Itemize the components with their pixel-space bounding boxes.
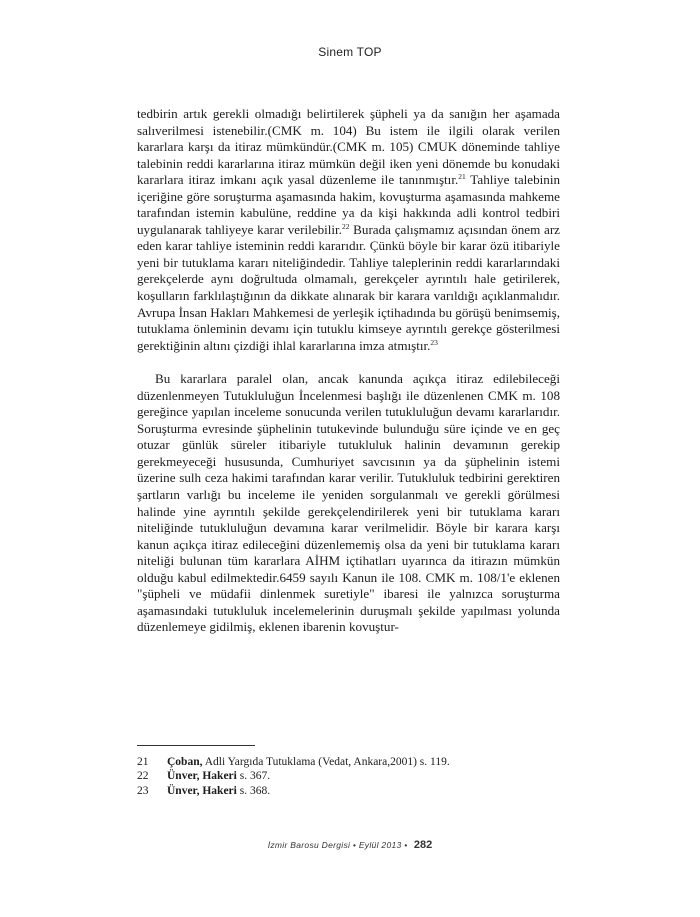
footnote-text: s. 367. bbox=[236, 770, 271, 783]
text-run: Burada çalışmamız açısından önem arz eden karar tahliye isteminin reddi kararıdır. Çünkü böyle bir karar özü itibariyle yeni bir tutuklama kararı niteliğindedir. Tahliye taleplerinin reddi kararlarındaki gerekçelerde aynı doğrultuda olmamalı, gerekçeler ayrıntılı hale getirilerek, koşulların farklılaştığının da dikkate alınarak bir karara varıldığı açıklanmalıdır. Avrupa İnsan Hakları Mahkemesi de yerleşik içtihadında bu görüşü benimsemiş, tutuklama önleminin devamı için tutuklu kimseye ayrıntılı gerekçe gösterilmesi gerektiğinin altını çizdiği ihlal kararlarına imza atmıştır. bbox=[137, 221, 561, 353]
footnote-author: Çoban, bbox=[167, 756, 203, 768]
footnote-text: Adli Yargıda Tutuklama (Vedat, Ankara,2001) s. 119. bbox=[202, 756, 450, 768]
footnote-22 bbox=[137, 769, 560, 783]
text-run: Tahliye talebinin içeriğine göre soruşturma aşamasında hakim, kovuşturma aşamasında mahkeme tarafından istemin kabulüne, reddine ya da kişi hakkında adli kontrol tedbiri uygulanarak tahliyeye karar verilebilir. bbox=[137, 172, 561, 237]
footnote-author: Ünver, Hakeri bbox=[167, 770, 237, 783]
footnotes bbox=[137, 755, 560, 798]
footnote-author: Ünver, Hakeri bbox=[167, 784, 237, 797]
footnote-number: 21 bbox=[137, 756, 149, 768]
journal-name: İzmir Barosu Dergisi • Eylül 2013 • bbox=[267, 840, 408, 850]
text-run: tedbirin artık gerekli olmadığı belirtilerek şüpheli ya da sanığın her aşamada salıverilmesi istenebilir.(CMK m. 104) Bu istem ile ilgili olarak verilen kararlara karşı da itiraz mümkündür.(CMK m. 105) CMUK döneminde tahliye talebinin reddi kararlarına itiraz mümkün değil iken yeni dönemde bu konudaki kararlara itiraz imkanı açık yasal düzenleme ile tanınmıştır. bbox=[137, 106, 560, 188]
footnote-body bbox=[167, 769, 270, 783]
footnote-ref-23[interactable]: 23 bbox=[430, 337, 438, 347]
footnote-number: 23 bbox=[137, 784, 149, 797]
page-number: 282 bbox=[413, 839, 433, 851]
page-footer bbox=[0, 835, 700, 853]
paragraph-1 bbox=[137, 106, 560, 354]
body-text bbox=[137, 106, 560, 636]
footnote-text: s. 368. bbox=[236, 784, 271, 797]
footnote-23 bbox=[137, 784, 560, 798]
footnote-body bbox=[167, 784, 270, 798]
running-head: Sinem TOP bbox=[318, 45, 382, 59]
footnote-ref-22[interactable]: 22 bbox=[341, 221, 350, 231]
footnote-number: 22 bbox=[137, 770, 149, 783]
footnote-21 bbox=[137, 755, 560, 769]
footnote-ref-21[interactable]: 21 bbox=[458, 172, 466, 182]
footnote-separator bbox=[137, 745, 255, 746]
paragraph-2: Bu kararlara paralel olan, ancak kanunda açıkça itiraz edilebileceği düzenlenmeyen Tutukluluğun İncelenmesi başlığı ile düzenlenen CMK m. 108 gereğince yapılan inceleme sonucunda verilen tutukluluğun devamı kararlarıdır. Soruşturma evresinde şüphelinin tutukevinde bulunduğu süre içinde ve en geç otuzar günlük süreler itibariyle tutukluluk halinin devamının gerekip gerekmeyeceği hususunda, Cumhuriyet savcısının ya da şüphelinin istemi üzerine sulh ceza hakimi tarafından karar verilir. Tutukluluk tedbirini gerektiren şartların varlığı bu inceleme ile yeniden sorgulanmalı ve gerekli görülmesi halinde yine ayrıntılı şekilde gerekçelendirilerek yeni bir tutuklama kararı niteliğinde tutukluluğun devamına karar verilmelidir. Böyle bir karara karşı kanun açıkça itiraz edileceğini düzenlememiş olsa da yeni bir tutuklama kararı niteliği bulunan tüm kararlara AİHM içtihatları uyarınca da itirazın mümkün olduğu kabul edilmektedir.6459 sayılı Kanun ile 108. CMK m. 108/1'e eklenen "şüpheli ve müdafii dinlenmek suretiyle" ibaresi ile yalnızca soruşturma aşamasındaki tutukluluk incelemelerinin duruşmalı şekilde yapılması yolunda düzenlemeye gidilmiş, eklenen ibarenin kovuştur- bbox=[137, 371, 560, 635]
footnote-body bbox=[167, 755, 450, 769]
